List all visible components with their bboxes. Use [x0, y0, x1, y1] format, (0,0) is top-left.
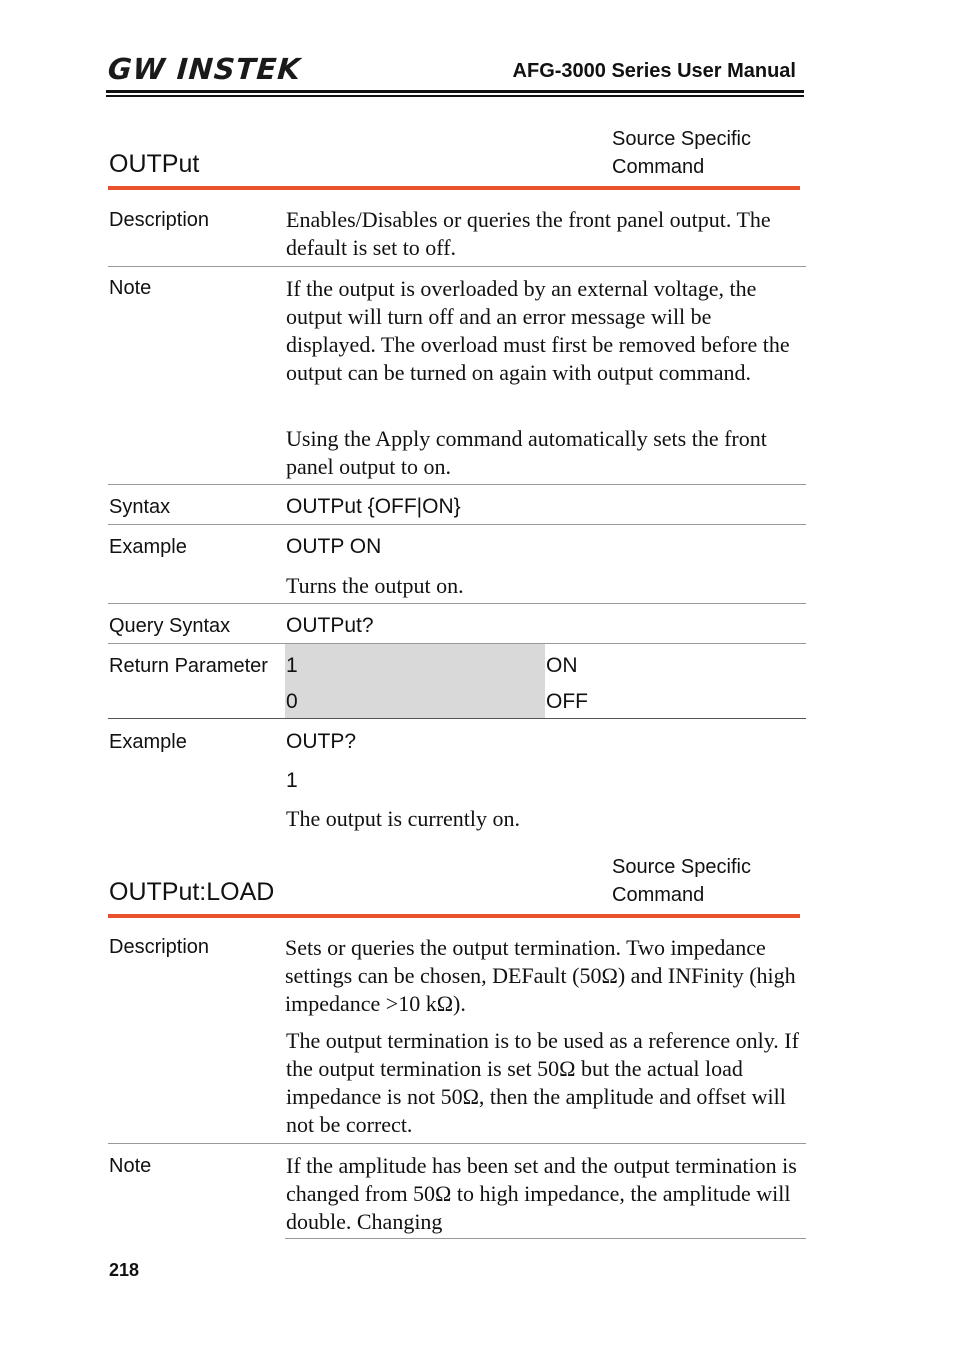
- label-description: Description: [109, 936, 210, 958]
- section-rule: [108, 914, 800, 918]
- return-param-value-1: 1: [286, 654, 298, 677]
- section-type-line2: Command: [612, 884, 705, 906]
- row-divider: [108, 484, 806, 485]
- row-divider: [108, 603, 806, 604]
- page-number: 218: [109, 1260, 140, 1280]
- label-description: Description: [109, 209, 210, 231]
- brand-logo: GW INSTEK: [106, 52, 303, 86]
- header-rule-secondary: [106, 95, 804, 97]
- query-syntax-command: OUTPut?: [286, 614, 374, 637]
- row-divider: [108, 718, 806, 719]
- section-type-line1: Source Specific: [612, 128, 751, 150]
- return-param-meaning-2: OFF: [546, 690, 588, 713]
- header-rule: [106, 90, 804, 93]
- manual-title: AFG-3000 Series User Manual: [512, 60, 796, 82]
- label-example: Example: [109, 536, 187, 558]
- label-example-2: Example: [109, 731, 187, 753]
- section-title-output-load: OUTPut:LOAD: [109, 878, 275, 906]
- note-paragraph-2: Using the Apply command automatically sets the front panel output to on.: [286, 426, 767, 479]
- section-type-line2: Command: [612, 156, 705, 178]
- example2-command: OUTP?: [286, 730, 357, 753]
- return-param-meaning-1: ON: [546, 654, 578, 677]
- return-param-value-cell: [285, 644, 545, 718]
- note-paragraph-1: If the output is overloaded by an external voltage, the output will turn off and an error message will be displayed. The overload must first be removed before the output can be turned on again with output command.: [286, 276, 790, 385]
- label-note: Note: [109, 277, 152, 299]
- row-divider: [108, 266, 806, 267]
- label-note: Note: [109, 1155, 152, 1177]
- section-type-line1: Source Specific: [612, 856, 751, 878]
- section-type: [612, 853, 751, 909]
- row-divider: [285, 1238, 806, 1239]
- section-type: [612, 125, 751, 181]
- row-divider: [108, 524, 806, 525]
- label-query-syntax: Query Syntax: [109, 615, 231, 637]
- example-command: OUTP ON: [286, 535, 382, 558]
- example-description: Turns the output on.: [286, 573, 464, 598]
- example2-result: 1: [286, 769, 298, 792]
- section-rule: [108, 186, 800, 190]
- row-divider: [108, 1143, 806, 1144]
- load-note-text: If the amplitude has been set and the output termination is changed from 50Ω to high impedance, the amplitude will double. Changing: [286, 1153, 797, 1234]
- syntax-command: OUTPut {OFF|ON}: [286, 495, 461, 518]
- section-title-output: OUTPut: [109, 150, 200, 178]
- example2-description: The output is currently on.: [286, 806, 521, 831]
- label-return-parameter: Return Parameter: [109, 655, 268, 677]
- label-syntax: Syntax: [109, 496, 171, 518]
- description-text: Enables/Disables or queries the front panel output. The default is set to off.: [286, 207, 771, 260]
- load-description-paragraph-1: Sets or queries the output termination. Two impedance settings can be chosen, DEFault (50Ω) and INFinity (high impedance >10 kΩ).: [285, 935, 796, 1016]
- load-description-paragraph-2: The output termination is to be used as a reference only. If the output termination is set 50Ω but the actual load impedance is not 50Ω, then the amplitude and offset will not be correct.: [286, 1028, 799, 1137]
- return-param-value-2: 0: [286, 690, 298, 713]
